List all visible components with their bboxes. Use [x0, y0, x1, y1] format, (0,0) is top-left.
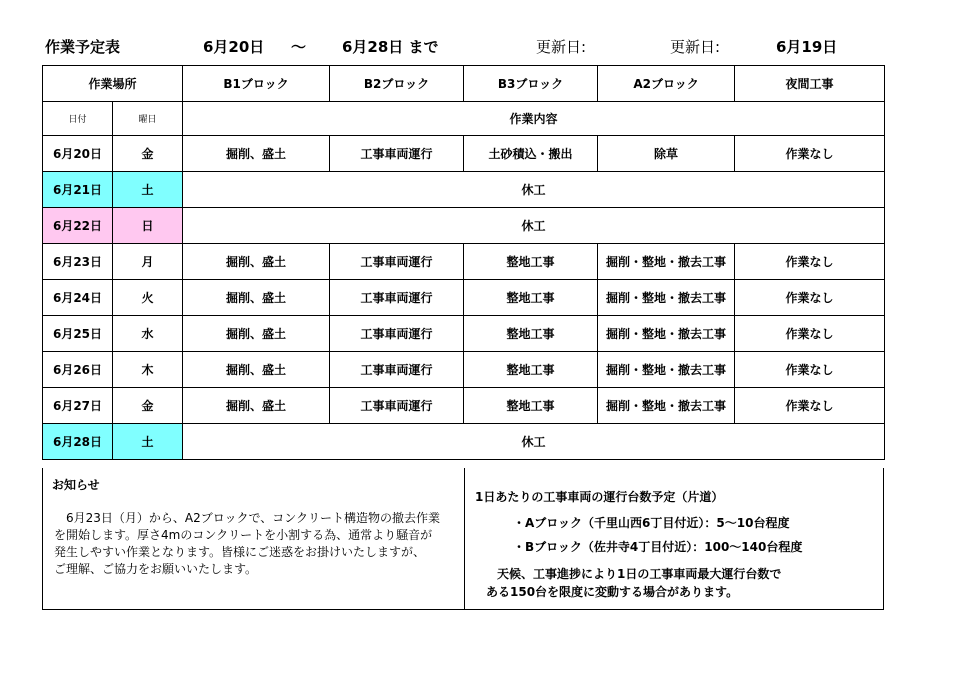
row-date: 6月28日 — [43, 424, 113, 460]
cell-a2: 掘削・整地・撤去工事 — [598, 316, 735, 352]
table-row — [43, 424, 885, 460]
cell-b1: 掘削、盛土 — [183, 316, 330, 352]
column-header-b2: B2ブロック — [330, 66, 464, 102]
vehicle-info-a-block: ・Aブロック（千里山西6丁目付近）：5～10台程度 — [513, 516, 790, 530]
period-tilde: ～ — [291, 38, 307, 56]
row-weekday: 土 — [113, 172, 183, 208]
row-weekday: 水 — [113, 316, 183, 352]
row-weekday: 金 — [113, 136, 183, 172]
cell-b3: 土砂積込・搬出 — [464, 136, 598, 172]
cell-b2: 工事車両運行 — [330, 280, 464, 316]
table-row — [43, 280, 885, 316]
row-weekday: 金 — [113, 388, 183, 424]
table-row — [43, 136, 885, 172]
sub-header-content: 作業内容 — [183, 102, 885, 136]
notice-line: ご理解、ご協力をお願いいたします。 — [54, 562, 258, 576]
cell-b2: 工事車両運行 — [330, 352, 464, 388]
vehicle-info-b-block: ・Bブロック（佐井寺4丁目付近）：100～140台程度 — [513, 540, 803, 554]
period-start: 6月20日 — [203, 38, 265, 56]
vehicle-info-heading: 1日あたりの工事車両の運行台数予定（片道） — [475, 490, 724, 504]
cell-night: 作業なし — [735, 136, 885, 172]
row-date: 6月22日 — [43, 208, 113, 244]
table-row — [43, 208, 885, 244]
sub-header-date: 日付 — [43, 102, 113, 136]
column-header-night: 夜間工事 — [735, 66, 885, 102]
cell-b1: 掘削、盛土 — [183, 244, 330, 280]
row-holiday: 休工 — [183, 172, 885, 208]
row-date: 6月21日 — [43, 172, 113, 208]
table-row — [43, 172, 885, 208]
row-date: 6月24日 — [43, 280, 113, 316]
row-weekday: 火 — [113, 280, 183, 316]
cell-night: 作業なし — [735, 244, 885, 280]
cell-a2: 除草 — [598, 136, 735, 172]
row-weekday: 月 — [113, 244, 183, 280]
cell-night: 作業なし — [735, 388, 885, 424]
column-header-location: 作業場所 — [43, 66, 183, 102]
cell-b2: 工事車両運行 — [330, 244, 464, 280]
notice-title: お知らせ — [52, 478, 100, 492]
column-header-b1: B1ブロック — [183, 66, 330, 102]
page-title: 作業予定表 — [45, 38, 121, 56]
page-header — [0, 36, 960, 62]
row-date: 6月26日 — [43, 352, 113, 388]
row-date: 6月25日 — [43, 316, 113, 352]
cell-a2: 掘削・整地・撤去工事 — [598, 352, 735, 388]
sub-header-weekday: 曜日 — [113, 102, 183, 136]
row-date: 6月20日 — [43, 136, 113, 172]
cell-b2: 工事車両運行 — [330, 316, 464, 352]
row-holiday: 休工 — [183, 424, 885, 460]
row-date: 6月23日 — [43, 244, 113, 280]
updated-label-1: 更新日: — [536, 38, 587, 56]
cell-b1: 掘削、盛土 — [183, 136, 330, 172]
notice-line: 6月23日（月）から、A2ブロックで、コンクリート構造物の撤去作業 — [54, 511, 441, 525]
cell-b1: 掘削、盛土 — [183, 388, 330, 424]
notice-line: 発生しやすい作業となります。皆様にご迷惑をお掛けいたしますが、 — [54, 545, 426, 559]
cell-b2: 工事車両運行 — [330, 388, 464, 424]
cell-night: 作業なし — [735, 280, 885, 316]
notice-line: を開始します。厚さ4mのコンクリートを小割する為、通常より騒音が — [54, 528, 433, 542]
row-weekday: 日 — [113, 208, 183, 244]
row-weekday: 木 — [113, 352, 183, 388]
row-holiday: 休工 — [183, 208, 885, 244]
vehicle-info-note-1: 天候、工事進捗により1日の工事車両最大運行台数で — [497, 567, 782, 581]
notice-divider — [464, 468, 465, 609]
table-row — [43, 388, 885, 424]
period-end: 6月28日 まで — [342, 38, 439, 56]
table-row — [43, 316, 885, 352]
cell-b3: 整地工事 — [464, 316, 598, 352]
cell-a2: 掘削・整地・撤去工事 — [598, 388, 735, 424]
cell-a2: 掘削・整地・撤去工事 — [598, 244, 735, 280]
notice-area — [42, 468, 884, 610]
cell-b2: 工事車両運行 — [330, 136, 464, 172]
column-header-row — [43, 66, 885, 102]
cell-b3: 整地工事 — [464, 280, 598, 316]
row-date: 6月27日 — [43, 388, 113, 424]
cell-night: 作業なし — [735, 316, 885, 352]
cell-a2: 掘削・整地・撤去工事 — [598, 280, 735, 316]
cell-b3: 整地工事 — [464, 244, 598, 280]
notice-paragraph — [54, 510, 456, 578]
row-weekday: 土 — [113, 424, 183, 460]
table-row — [43, 244, 885, 280]
cell-b1: 掘削、盛土 — [183, 352, 330, 388]
cell-b1: 掘削、盛土 — [183, 280, 330, 316]
schedule-table — [42, 65, 885, 460]
vehicle-info-note-2: ある150台を限度に変動する場合があります。 — [486, 585, 739, 599]
cell-b3: 整地工事 — [464, 388, 598, 424]
updated-date: 6月19日 — [776, 38, 838, 56]
table-row — [43, 352, 885, 388]
sub-header-row — [43, 102, 885, 136]
cell-b3: 整地工事 — [464, 352, 598, 388]
updated-label-2: 更新日: — [670, 38, 721, 56]
cell-night: 作業なし — [735, 352, 885, 388]
column-header-b3: B3ブロック — [464, 66, 598, 102]
column-header-a2: A2ブロック — [598, 66, 735, 102]
